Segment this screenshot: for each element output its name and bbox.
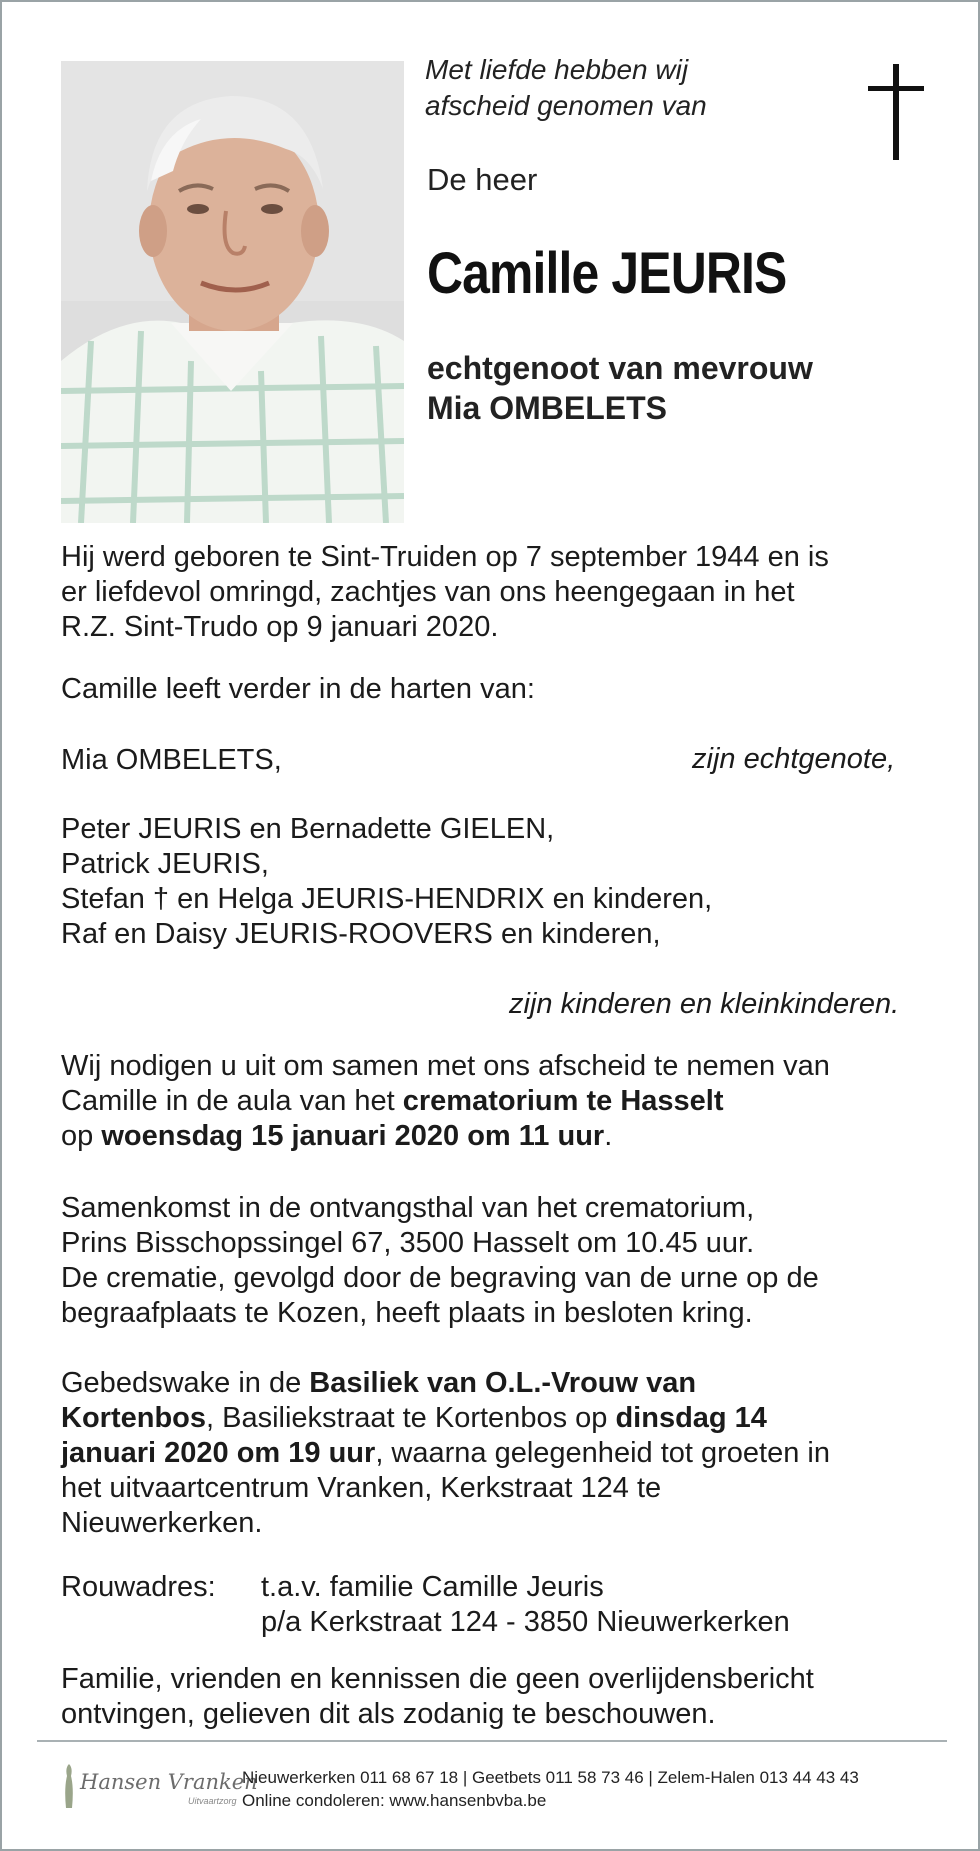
wife-role: zijn echtgenote, (692, 743, 896, 775)
closing-paragraph (61, 1662, 941, 1732)
wife-name: Mia OMBELETS, (61, 744, 282, 776)
figure-logo-icon (60, 1762, 78, 1810)
spouse-info (427, 348, 813, 428)
gathering-line-4: begraafplaats te Kozen, heeft plaats in besloten kring. (61, 1297, 753, 1329)
closing-line-2: ontvingen, gelieven dit als zodanig te beschouwen. (61, 1698, 716, 1730)
funeral-home-logo (60, 1762, 258, 1812)
address-value: p/a Kerkstraat 124 - 3850 Nieuwerkerken (261, 1606, 790, 1638)
wake-venue: Kortenbos (61, 1402, 206, 1434)
invite-line-3 (61, 1119, 941, 1154)
portrait-photo-image (61, 61, 404, 523)
wake-text: , Basiliekstraat te Kortenbos op (206, 1402, 616, 1434)
wake-line-2 (61, 1401, 941, 1436)
invite-text: op (61, 1120, 102, 1152)
child-line-1: Peter JEURIS en Bernadette GIELEN, (61, 813, 555, 845)
invite-text: Camille in de aula van het (61, 1085, 403, 1117)
deceased-name: Camille JEURIS (427, 241, 787, 306)
address-line-1 (61, 1570, 941, 1605)
portrait-photo (61, 61, 404, 523)
birth-paragraph (61, 540, 941, 645)
gathering-paragraph (61, 1191, 941, 1331)
hearts-line: Camille leeft verder in de harten van: (61, 673, 535, 705)
logo-subtitle: Uitvaartzorg (188, 1796, 237, 1806)
gathering-line-2: Prins Bisschopssingel 67, 3500 Hasselt om 10.45 uur. (61, 1227, 755, 1259)
child-line-3: Stefan † en Helga JEURIS-HENDRIX en kinderen, (61, 883, 713, 915)
birth-line-2: er liefdevol omringd, zachtjes van ons heengegaan in het (61, 576, 795, 608)
gathering-line-3: De crematie, gevolgd door de begraving van de urne op de (61, 1262, 819, 1294)
invite-line-2 (61, 1084, 941, 1119)
wake-line-5: Nieuwerkerken. (61, 1507, 263, 1539)
footer-divider (37, 1740, 947, 1742)
address-block (61, 1570, 941, 1640)
wake-line-4: het uitvaartcentrum Vranken, Kerkstraat 124 te (61, 1472, 662, 1504)
gathering-line-1: Samenkomst in de ontvangsthal van het crematorium, (61, 1192, 755, 1224)
birth-line-3: R.Z. Sint-Trudo op 9 januari 2020. (61, 611, 499, 643)
wake-line-3 (61, 1436, 941, 1471)
invite-datetime: woensdag 15 januari 2020 om 11 uur (101, 1120, 605, 1152)
wake-text: , waarna gelegenheid tot groeten in (375, 1437, 830, 1469)
invite-line-1: Wij nodigen u uit om samen met ons afscheid te nemen van (61, 1050, 830, 1082)
intro-line-2: afscheid genomen van (425, 90, 707, 121)
logo-text: Hansen Vranken (80, 1770, 258, 1794)
closing-line-1: Familie, vrienden en kennissen die geen overlijdensbericht (61, 1663, 814, 1695)
footer-contacts: Nieuwerkerken 011 68 67 18 | Geetbets 011 58 73 46 | Zelem-Halen 013 44 43 43 (242, 1768, 859, 1787)
wake-paragraph (61, 1366, 941, 1541)
intro-line-1: Met liefde hebben wij (425, 54, 689, 85)
wake-venue: Basiliek van O.L.-Vrouw van (309, 1367, 697, 1399)
children-list (61, 812, 941, 952)
footer-online-link[interactable]: Online condoleren: www.hansenbvba.be (242, 1791, 547, 1810)
child-line-2: Patrick JEURIS, (61, 848, 269, 880)
latin-cross-icon (868, 64, 924, 160)
address-line-2 (61, 1605, 941, 1640)
wake-date: dinsdag 14 (615, 1402, 767, 1434)
address-label: Rouwadres: (61, 1571, 216, 1603)
intro-text (425, 52, 785, 124)
address-value: t.a.v. familie Camille Jeuris (261, 1571, 604, 1603)
invite-venue: crematorium te Hasselt (402, 1085, 724, 1117)
children-role: zijn kinderen en kleinkinderen. (509, 988, 900, 1020)
child-line-4: Raf en Daisy JEURIS-ROOVERS en kinderen, (61, 918, 661, 950)
honorific: De heer (427, 162, 538, 197)
birth-line-1: Hij werd geboren te Sint-Truiden op 7 september 1944 en is (61, 541, 829, 573)
wake-date: januari 2020 om 19 uur (61, 1437, 376, 1469)
spouse-line-2: Mia OMBELETS (427, 390, 668, 426)
invite-text: . (604, 1120, 613, 1152)
invite-paragraph (61, 1049, 941, 1154)
spouse-line-1: echtgenoot van mevrouw (427, 350, 813, 386)
wake-line-1 (61, 1366, 941, 1401)
wake-text: Gebedswake in de (61, 1367, 310, 1399)
